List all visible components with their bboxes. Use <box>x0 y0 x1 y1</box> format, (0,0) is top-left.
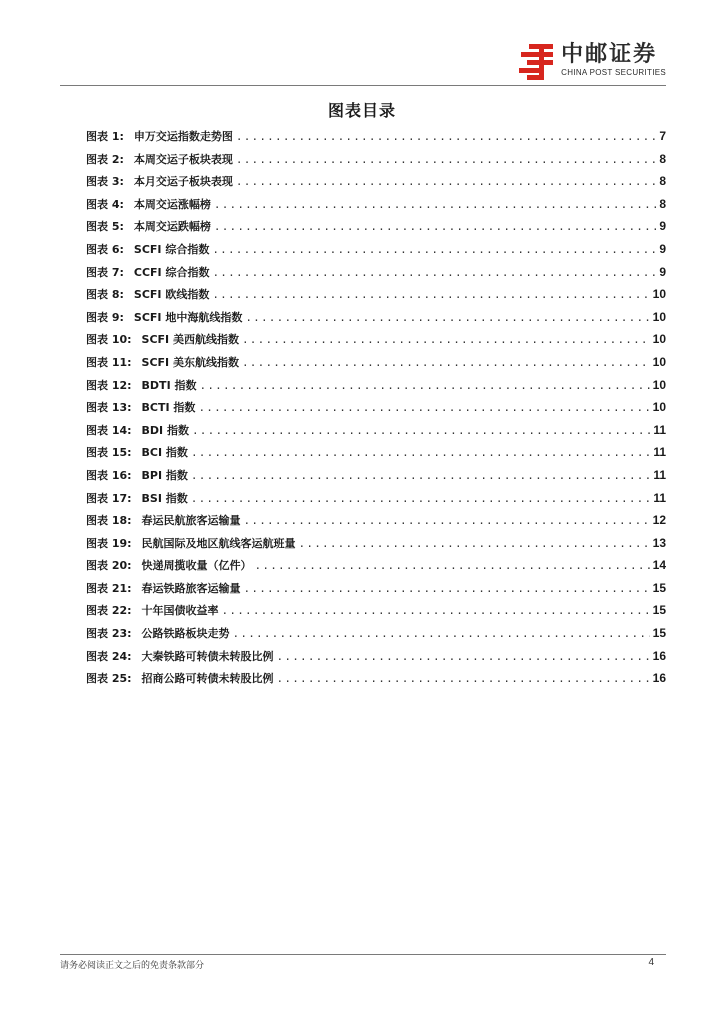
header-divider <box>60 85 666 86</box>
toc-entry[interactable] <box>86 625 666 648</box>
toc-entry-title: BCI 指数 <box>141 446 188 460</box>
toc-entry-label: 图表 20: <box>86 559 132 573</box>
toc-entry-leader <box>200 379 650 392</box>
toc-entry-page: 10 <box>652 309 666 324</box>
toc-entry-page: 11 <box>653 467 666 482</box>
toc-entry-label: 图表 12: <box>86 378 132 392</box>
toc-entry-title: CCFI 综合指数 <box>133 265 210 279</box>
toc-entry-page: 9 <box>659 241 666 256</box>
toc-entry-label: 图表 15: <box>86 446 132 460</box>
toc-entry-label: 图表 14: <box>86 423 132 437</box>
toc-entry-title: BDI 指数 <box>141 423 189 437</box>
logo-chinese-name: 中邮证券 <box>561 42 658 67</box>
disclaimer-note: 请务必阅读正文之后的免责条款部分 <box>60 961 205 971</box>
toc-entry-title: 申万交运指数走势图 <box>133 130 233 143</box>
page-number: 4 <box>648 957 654 968</box>
toc-entry-leader <box>236 175 656 188</box>
toc-entry-title: SCFI 地中海航线指数 <box>133 310 243 324</box>
toc-entry[interactable] <box>86 264 666 287</box>
toc-entry-label: 图表 19: <box>86 536 132 550</box>
toc-entry-leader <box>192 424 650 437</box>
toc-entry-title: BPI 指数 <box>141 468 188 482</box>
toc-entry-leader <box>212 288 649 301</box>
table-of-figures <box>86 128 666 693</box>
toc-entry-title: BCTI 指数 <box>141 401 196 415</box>
toc-entry-leader <box>214 198 656 211</box>
toc-entry-leader <box>236 153 656 166</box>
toc-entry-leader <box>277 650 650 663</box>
toc-entry-leader <box>222 604 650 617</box>
toc-entry-page: 10 <box>652 400 666 415</box>
toc-entry[interactable] <box>86 490 666 513</box>
company-logo <box>517 42 666 82</box>
toc-entry-label: 图表 24: <box>86 649 132 663</box>
toc-entry-title: 春运民航旅客运输量 <box>141 514 241 528</box>
china-post-logo-icon <box>517 42 557 82</box>
toc-entry-leader <box>191 469 650 482</box>
toc-entry-leader <box>212 243 656 256</box>
toc-entry-label: 图表 21: <box>86 581 132 595</box>
toc-entry-leader <box>242 356 650 369</box>
toc-entry[interactable] <box>86 128 666 151</box>
toc-entry-leader <box>299 537 650 550</box>
toc-entry-page: 16 <box>652 671 666 686</box>
toc-entry-label: 图表 7: <box>86 265 124 279</box>
toc-entry-label: 图表 18: <box>86 514 132 528</box>
toc-entry-title: SCFI 美东航线指数 <box>141 355 239 369</box>
toc-entry-page: 8 <box>659 151 666 166</box>
toc-entry-label: 图表 10: <box>86 333 132 347</box>
toc-entry-label: 图表 6: <box>86 242 124 256</box>
toc-entry-title: 春运铁路旅客运输量 <box>141 581 241 595</box>
toc-entry-page: 16 <box>652 648 666 663</box>
toc-entry[interactable] <box>86 377 666 400</box>
toc-entry-title: 本周交运跌幅榜 <box>133 220 211 234</box>
toc-entry-title: 民航国际及地区航线客运航班量 <box>141 536 296 550</box>
toc-entry[interactable] <box>86 286 666 309</box>
toc-entry-label: 图表 17: <box>86 491 132 505</box>
toc-entry-title: 大秦铁路可转债未转股比例 <box>141 649 274 663</box>
toc-entry-title: 公路铁路板块走势 <box>141 627 230 641</box>
toc-entry[interactable] <box>86 218 666 241</box>
toc-entry-title: SCFI 欧线指数 <box>133 288 210 302</box>
toc-entry-page: 15 <box>652 626 666 641</box>
logo-text <box>561 42 666 78</box>
toc-entry-title: 本周交运子板块表现 <box>133 152 233 166</box>
toc-entry-leader <box>245 311 649 324</box>
toc-entry-title: 本周交运涨幅榜 <box>133 197 211 211</box>
toc-entry-leader <box>233 627 650 640</box>
toc-entry-label: 图表 1: <box>86 130 124 143</box>
toc-entry-leader <box>191 492 651 505</box>
toc-entry-page: 10 <box>652 354 666 369</box>
toc-entry-page: 8 <box>659 174 666 189</box>
toc-entry-title: 十年国债收益率 <box>141 604 219 618</box>
toc-entry-title: SCFI 综合指数 <box>133 242 210 256</box>
toc-entry[interactable] <box>86 535 666 558</box>
toc-entry-page: 15 <box>652 580 666 595</box>
toc-entry-leader <box>214 220 656 233</box>
toc-entry-title: BDTI 指数 <box>141 378 197 392</box>
toc-entry[interactable] <box>86 422 666 445</box>
toc-entry-page: 8 <box>659 196 666 211</box>
toc-entry[interactable] <box>86 399 666 422</box>
toc-entry[interactable] <box>86 309 666 332</box>
toc-entry-label: 图表 2: <box>86 152 124 166</box>
toc-entry-leader <box>277 672 650 685</box>
toc-entry-label: 图表 16: <box>86 468 132 482</box>
toc-entry[interactable] <box>86 444 666 467</box>
toc-entry-leader <box>191 446 650 459</box>
toc-entry[interactable] <box>86 557 666 580</box>
toc-entry-leader <box>212 266 656 279</box>
toc-entry[interactable] <box>86 670 666 693</box>
toc-entry-label: 图表 5: <box>86 220 124 234</box>
toc-entry[interactable] <box>86 196 666 219</box>
toc-entry-page: 9 <box>659 219 666 234</box>
toc-entry-title: 招商公路可转债未转股比例 <box>141 672 274 686</box>
toc-entry-label: 图表 22: <box>86 604 132 618</box>
toc-entry[interactable] <box>86 512 666 535</box>
toc-entry[interactable] <box>86 173 666 196</box>
toc-entry-leader <box>198 401 649 414</box>
toc-title: 图表目录 <box>327 101 396 120</box>
toc-entry[interactable] <box>86 648 666 671</box>
toc-entry[interactable] <box>86 241 666 264</box>
toc-entry-leader <box>244 582 650 595</box>
toc-entry-page: 13 <box>652 535 666 550</box>
toc-entry-title: 本月交运子板块表现 <box>133 175 233 189</box>
toc-entry-page: 10 <box>652 332 666 347</box>
toc-entry-leader <box>255 559 650 572</box>
footer-divider <box>60 954 666 955</box>
toc-entry[interactable] <box>86 354 666 377</box>
toc-entry-label: 图表 8: <box>86 288 124 302</box>
page-header <box>0 0 724 86</box>
toc-entry-page: 9 <box>659 264 666 279</box>
toc-entry-leader <box>242 333 650 346</box>
toc-entry-label: 图表 13: <box>86 401 132 415</box>
toc-entry-page: 14 <box>652 558 666 573</box>
toc-entry-label: 图表 23: <box>86 627 132 641</box>
toc-entry-title: BSI 指数 <box>141 491 188 505</box>
toc-entry-label: 图表 11: <box>86 355 132 369</box>
toc-entry-page: 11 <box>653 422 666 437</box>
toc-entry-page: 15 <box>652 603 666 618</box>
toc-entry-leader <box>244 514 650 527</box>
toc-entry-page: 12 <box>652 513 666 528</box>
toc-entry-page: 10 <box>652 287 666 302</box>
toc-entry[interactable] <box>86 467 666 490</box>
toc-entry[interactable] <box>86 602 666 625</box>
toc-entry[interactable] <box>86 331 666 354</box>
toc-entry-title: SCFI 美西航线指数 <box>141 333 239 347</box>
toc-entry-label: 图表 3: <box>86 175 124 189</box>
logo-english-name: CHINA POST SECURITIES <box>561 68 666 77</box>
toc-entry-label: 图表 25: <box>86 672 132 686</box>
toc-entry-leader <box>236 130 656 143</box>
toc-entry-label: 图表 9: <box>86 310 124 324</box>
toc-entry-page: 11 <box>653 490 666 505</box>
toc-entry[interactable] <box>86 151 666 174</box>
toc-entry-page: 10 <box>652 377 666 392</box>
toc-entry-page: 7 <box>659 129 666 143</box>
toc-entry[interactable] <box>86 580 666 603</box>
toc-entry-label: 图表 4: <box>86 197 124 211</box>
toc-entry-title: 快递周揽收量（亿件） <box>141 559 252 573</box>
toc-entry-page: 11 <box>653 445 666 460</box>
